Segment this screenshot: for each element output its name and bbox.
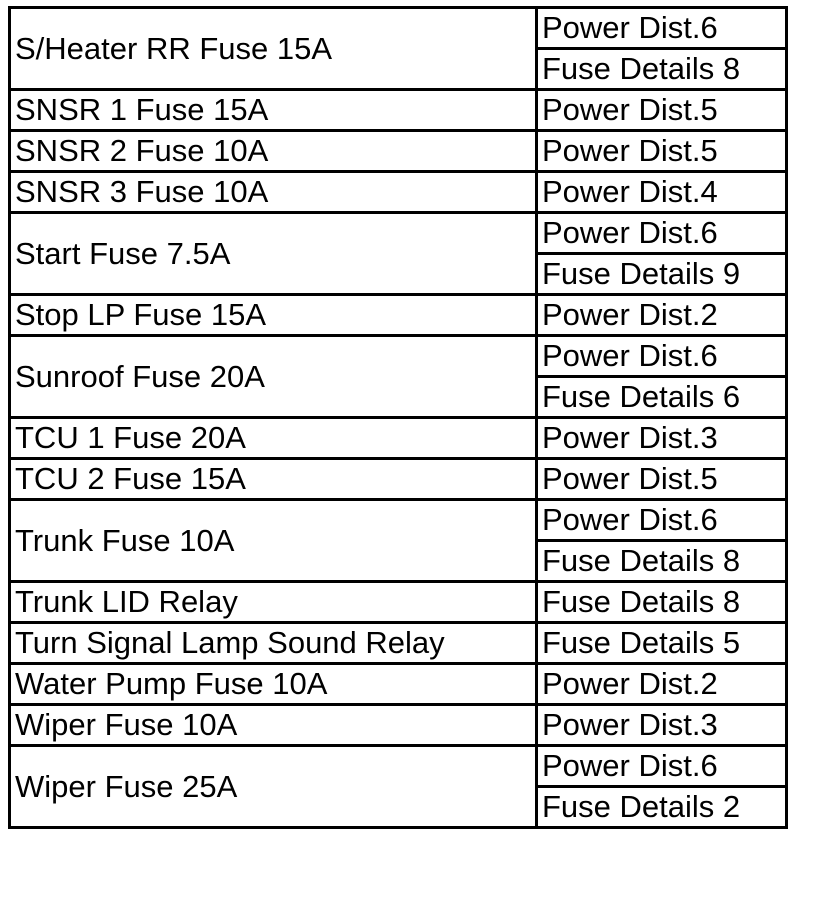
reference-cell: Fuse Details 8 xyxy=(537,49,787,90)
fuse-name-cell: Stop LP Fuse 15A xyxy=(10,295,537,336)
fuse-name-cell: Trunk Fuse 10A xyxy=(10,500,537,582)
table-row xyxy=(10,295,787,336)
reference-cell: Power Dist.4 xyxy=(537,172,787,213)
reference-cell: Power Dist.6 xyxy=(537,213,787,254)
fuse-name-cell: SNSR 3 Fuse 10A xyxy=(10,172,537,213)
table-row xyxy=(10,8,787,49)
reference-cell: Fuse Details 9 xyxy=(537,254,787,295)
reference-cell: Power Dist.2 xyxy=(537,295,787,336)
reference-cell: Power Dist.6 xyxy=(537,336,787,377)
table-row xyxy=(10,746,787,787)
reference-cell: Fuse Details 5 xyxy=(537,623,787,664)
table-row xyxy=(10,459,787,500)
table-row xyxy=(10,418,787,459)
table-row xyxy=(10,336,787,377)
reference-cell: Power Dist.5 xyxy=(537,90,787,131)
reference-cell: Fuse Details 2 xyxy=(537,787,787,828)
fuse-name-cell: TCU 1 Fuse 20A xyxy=(10,418,537,459)
table-row xyxy=(10,582,787,623)
table-row xyxy=(10,213,787,254)
table-row xyxy=(10,172,787,213)
reference-cell: Fuse Details 8 xyxy=(537,541,787,582)
table-row xyxy=(10,131,787,172)
fuse-name-cell: SNSR 2 Fuse 10A xyxy=(10,131,537,172)
fuse-name-cell: Sunroof Fuse 20A xyxy=(10,336,537,418)
table-row xyxy=(10,623,787,664)
reference-cell: Fuse Details 6 xyxy=(537,377,787,418)
fuse-name-cell: Wiper Fuse 25A xyxy=(10,746,537,828)
table-row xyxy=(10,664,787,705)
table-row xyxy=(10,705,787,746)
fuse-name-cell: S/Heater RR Fuse 15A xyxy=(10,8,537,90)
reference-cell: Power Dist.5 xyxy=(537,131,787,172)
reference-cell: Fuse Details 8 xyxy=(537,582,787,623)
reference-cell: Power Dist.3 xyxy=(537,418,787,459)
reference-cell: Power Dist.6 xyxy=(537,746,787,787)
reference-cell: Power Dist.2 xyxy=(537,664,787,705)
fuse-name-cell: SNSR 1 Fuse 15A xyxy=(10,90,537,131)
fuse-name-cell: Turn Signal Lamp Sound Relay xyxy=(10,623,537,664)
reference-cell: Power Dist.6 xyxy=(537,8,787,49)
fuse-name-cell: TCU 2 Fuse 15A xyxy=(10,459,537,500)
fuse-name-cell: Start Fuse 7.5A xyxy=(10,213,537,295)
table-row xyxy=(10,90,787,131)
fuse-table-body xyxy=(10,8,787,828)
table-row xyxy=(10,500,787,541)
reference-cell: Power Dist.6 xyxy=(537,500,787,541)
reference-cell: Power Dist.5 xyxy=(537,459,787,500)
fuse-name-cell: Wiper Fuse 10A xyxy=(10,705,537,746)
reference-cell: Power Dist.3 xyxy=(537,705,787,746)
fuse-reference-table xyxy=(8,6,788,829)
fuse-name-cell: Trunk LID Relay xyxy=(10,582,537,623)
fuse-name-cell: Water Pump Fuse 10A xyxy=(10,664,537,705)
